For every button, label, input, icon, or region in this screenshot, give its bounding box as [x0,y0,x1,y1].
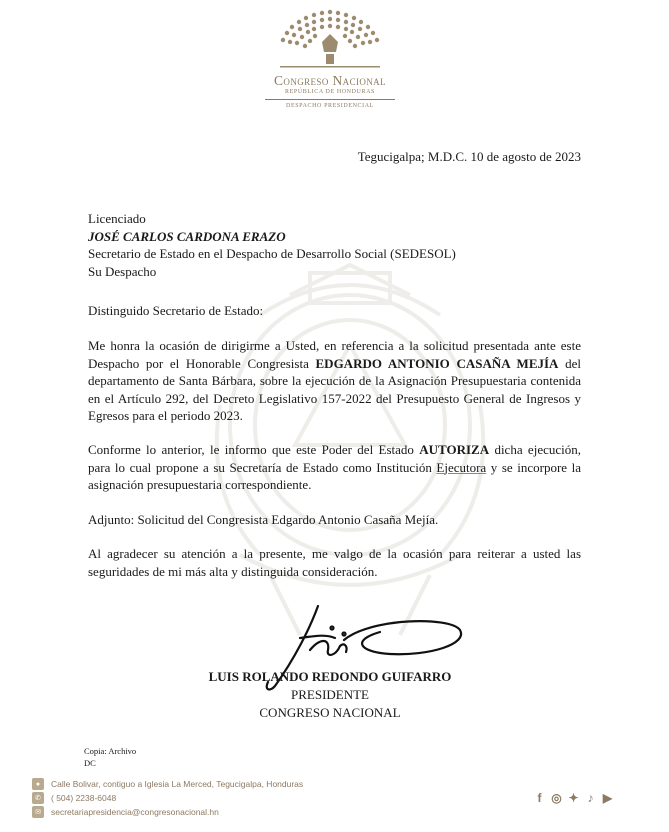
social-icons [533,792,614,805]
paragraph-authorization-part1: Conforme lo anterior, le informo que este Poder del Estado [88,442,420,457]
congress-emblem-icon [270,4,390,72]
footer-address-text: Calle Bolivar, contiguo a Iglesia La Merced, Tegucigalpa, Honduras [51,779,304,789]
attachment-note: Adjunto: Solicitud del Congresista Edgardo Antonio Casaña Mejía. [88,512,439,527]
footer-phone [32,792,116,804]
letter-date: Tegucigalpa; M.D.C. 10 de agosto de 2023 [357,149,581,164]
organization-subtitle: REPÚBLICA DE HONDURAS [285,89,375,95]
signatory-block [180,668,480,722]
paragraph-authorization-part3: y se incorpore la asignación presupuestaria correspondiente. [88,459,581,492]
paragraph-request-part1: Me honra la ocasión de dirigirme a Usted, en referencia a la solicitud presentada ante este Despacho por el Honorable Congresista [88,338,581,371]
recipient-name: JOSÉ CARLOS CARDONA ERAZO [88,228,286,244]
executing-institution-word: Ejecutora [436,459,487,475]
signatory-name: LUIS ROLANDO REDONDO GUIFARRO [208,669,452,684]
facebook-icon[interactable]: f [537,791,542,805]
copy-initials: DC [84,758,96,768]
copy-archive: Copia: Archivo [84,746,137,756]
organization-name: Congreso Nacional [274,73,386,88]
signatory-institution: CONGRESO NACIONAL [259,705,401,720]
authorization-keyword: AUTORIZA [419,442,490,457]
paragraph-authorization-part2: dicha ejecución, para lo cual propone a su Secretaría de Estado como Institución [88,442,581,475]
instagram-icon[interactable]: ◎ [551,791,562,805]
closing-paragraph: Al agradecer su atención a la presente, me valgo de la ocasión para reiterar a usted las seguridades de mi más alta y distinguida consideración. [88,546,581,579]
recipient-position: Secretario de Estado en el Despacho de Desarrollo Social (SEDESOL) [88,246,456,261]
twitter-icon[interactable]: ✦ [568,791,579,805]
phone-icon: ✆ [32,792,44,804]
congressman-name: EDGARDO ANTONIO CASAÑA MEJÍA [315,355,559,371]
paragraph-request [88,337,581,425]
tiktok-icon[interactable]: ♪ [587,791,594,805]
letterhead [240,4,420,109]
header-divider [265,99,395,100]
signatory-role: PRESIDENTE [291,687,369,702]
paragraph-authorization [88,441,581,494]
recipient-block [88,210,456,280]
copy-note [84,745,136,769]
footer-phone-text: ( 504) 2238-6048 [51,793,117,803]
paragraph-request-part2: del departamento de Santa Bárbara, sobre la ejecución de la Asignación Presupuestaria contenida en el Artículo 292, del Decreto Legislativo 157-2022 del Presupuesto General de Ingresos y Egresos para el periodo 2023. [88,355,581,423]
location-pin-icon: ● [32,778,44,790]
department-name: DESPACHO PRESIDENCIAL [286,103,374,109]
footer-email[interactable] [32,806,219,818]
salutation: Distinguido Secretario de Estado: [88,303,264,318]
email-icon: ✉ [32,806,44,818]
footer-address [32,778,303,790]
youtube-icon[interactable]: ▶ [602,791,613,805]
footer-email-text[interactable]: secretariapresidencia@congresonacional.hn [51,807,219,817]
recipient-office: Su Despacho [88,263,157,279]
recipient-title: Licenciado [88,211,146,226]
